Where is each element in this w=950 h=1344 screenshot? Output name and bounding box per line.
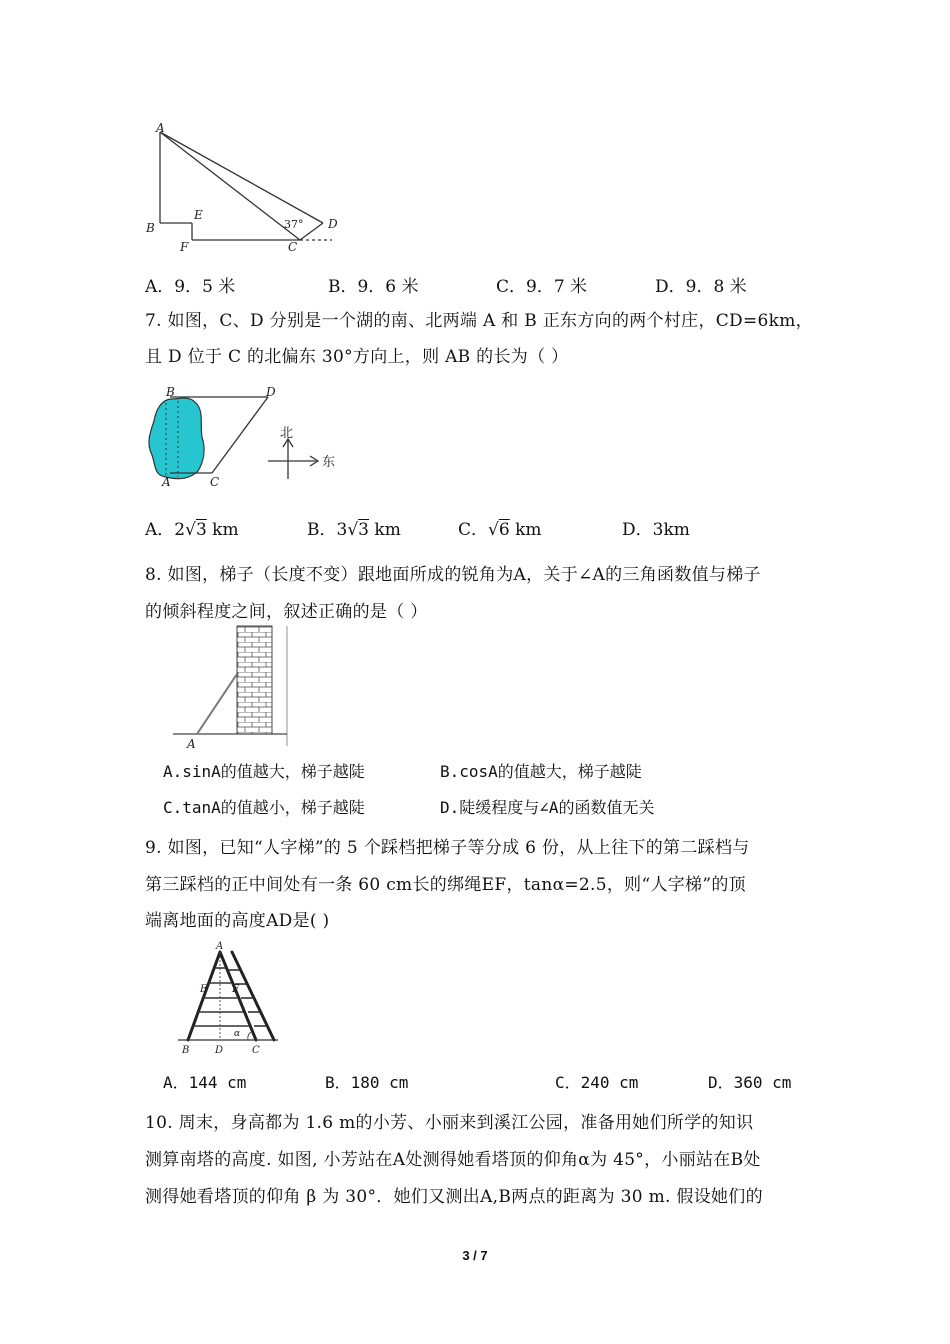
q6-option-b: B．9．6 米 [328, 277, 419, 297]
q7-stem-line1: 7. 如图，C、D 分别是一个湖的南、北两端 A 和 B 正东方向的两个村庄，CD=6km， [145, 311, 813, 331]
q7-option-b [307, 515, 401, 540]
q8-stem-line1: 8. 如图，梯子（长度不变）跟地面所成的锐角为A，关于∠A的三角函数值与梯子 [145, 565, 761, 585]
q7-label-a: A [162, 475, 171, 489]
q8-option-b: B.cosA的值越大，梯子越陡 [440, 762, 642, 781]
q8-option-d: D.陡缓程度与∠A的函数值无关 [440, 798, 655, 817]
q7-option-c [458, 515, 542, 540]
q7-option-b-prefix: B．3 [307, 520, 348, 540]
q7-option-d: D．3km [622, 520, 690, 540]
q9-stem-line1: 9. 如图，已知“人字梯”的 5 个踩档把梯子等分成 6 份，从上往下的第二踩档与 [145, 838, 750, 858]
q9-label-d: D [215, 1045, 224, 1056]
q9-label-alpha: α [234, 1029, 241, 1039]
q7-label-b: B [166, 385, 175, 399]
q6-angle-label: 37° [284, 218, 304, 231]
q8-option-a: A.sinA的值越大，梯子越陡 [163, 762, 365, 781]
q7-lake [149, 398, 204, 479]
q9-label-c: C [252, 1045, 260, 1056]
q6-option-d: D．9．8 米 [655, 277, 747, 297]
q7-figure [140, 385, 360, 495]
q6-label-d: D [328, 217, 338, 231]
q7-option-c-radical: √6 [488, 520, 510, 540]
q7-option-c-unit: km [509, 520, 542, 540]
q7-label-c: C [210, 475, 220, 489]
q7-option-a-radical: √3 [185, 520, 207, 540]
q8-ladder [197, 674, 237, 734]
q7-option-a [145, 515, 239, 540]
q7-option-b-unit: km [368, 520, 401, 540]
q7-label-east: 东 [322, 455, 336, 470]
q6-figure [140, 120, 350, 255]
q7-label-north: 北 [280, 426, 294, 441]
q7-option-b-radicand: 3 [358, 520, 369, 540]
q6-label-f: F [180, 240, 189, 254]
q9-label-f: F [232, 984, 239, 995]
q6-label-e: E [194, 208, 203, 222]
q9-stem-line3: 端离地面的高度AD是( ) [145, 911, 330, 931]
q9-option-c: C．240 cm [555, 1073, 639, 1092]
q7-label-d: D [266, 385, 276, 399]
page-number: 3 / 7 [462, 1248, 488, 1263]
q7-option-c-prefix: C． [458, 520, 489, 540]
q8-wall [237, 626, 272, 734]
q9-label-b: B [182, 1045, 190, 1056]
q6-option-c: C．9．7 米 [496, 277, 588, 297]
q9-option-d: D．360 cm [708, 1073, 792, 1092]
q6-label-c: C [288, 240, 298, 254]
q8-stem-line2: 的倾斜程度之间，叙述正确的是（ ） [145, 602, 428, 622]
q8-option-c: C.tanA的值越小，梯子越陡 [163, 798, 365, 817]
q9-option-a: A．144 cm [163, 1073, 247, 1092]
q7-option-a-unit: km [206, 520, 239, 540]
q6-label-a: A [156, 121, 165, 135]
q6-option-a: A．9．5 米 [145, 277, 236, 297]
q8-figure [165, 622, 300, 752]
q7-option-b-radical: √3 [347, 520, 369, 540]
q8-label-a: A [187, 737, 196, 751]
q7-option-a-prefix: A．2 [145, 520, 186, 540]
q9-label-a: A [216, 941, 224, 952]
q6-label-b: B [146, 221, 155, 235]
q7-option-c-radicand: 6 [498, 520, 510, 540]
q10-stem-line1: 10. 周末，身高都为 1.6 m的小芳、小丽来到溪江公园，准备用她们所学的知识 [145, 1113, 754, 1133]
q9-label-e: E [200, 984, 208, 995]
q7-stem-line2: 且 D 位于 C 的北偏东 30°方向上，则 AB 的长为（ ） [145, 347, 569, 367]
q10-stem-line3: 测得她看塔顶的仰角 β 为 30°．她们又测出A,B两点的距离为 30 m. 假设她们的 [145, 1187, 763, 1207]
q7-option-a-radicand: 3 [195, 520, 207, 540]
q9-stem-line2: 第三踩档的正中间处有一条 60 cm长的绑绳EF，tanα=2.5，则“人字梯”的顶 [145, 875, 746, 895]
q9-option-b: B．180 cm [325, 1073, 409, 1092]
q10-stem-line2: 测算南塔的高度. 如图, 小芳站在A处测得她看塔顶的仰角α为 45°，小丽站在B处 [145, 1150, 761, 1170]
q9-figure [170, 940, 285, 1060]
